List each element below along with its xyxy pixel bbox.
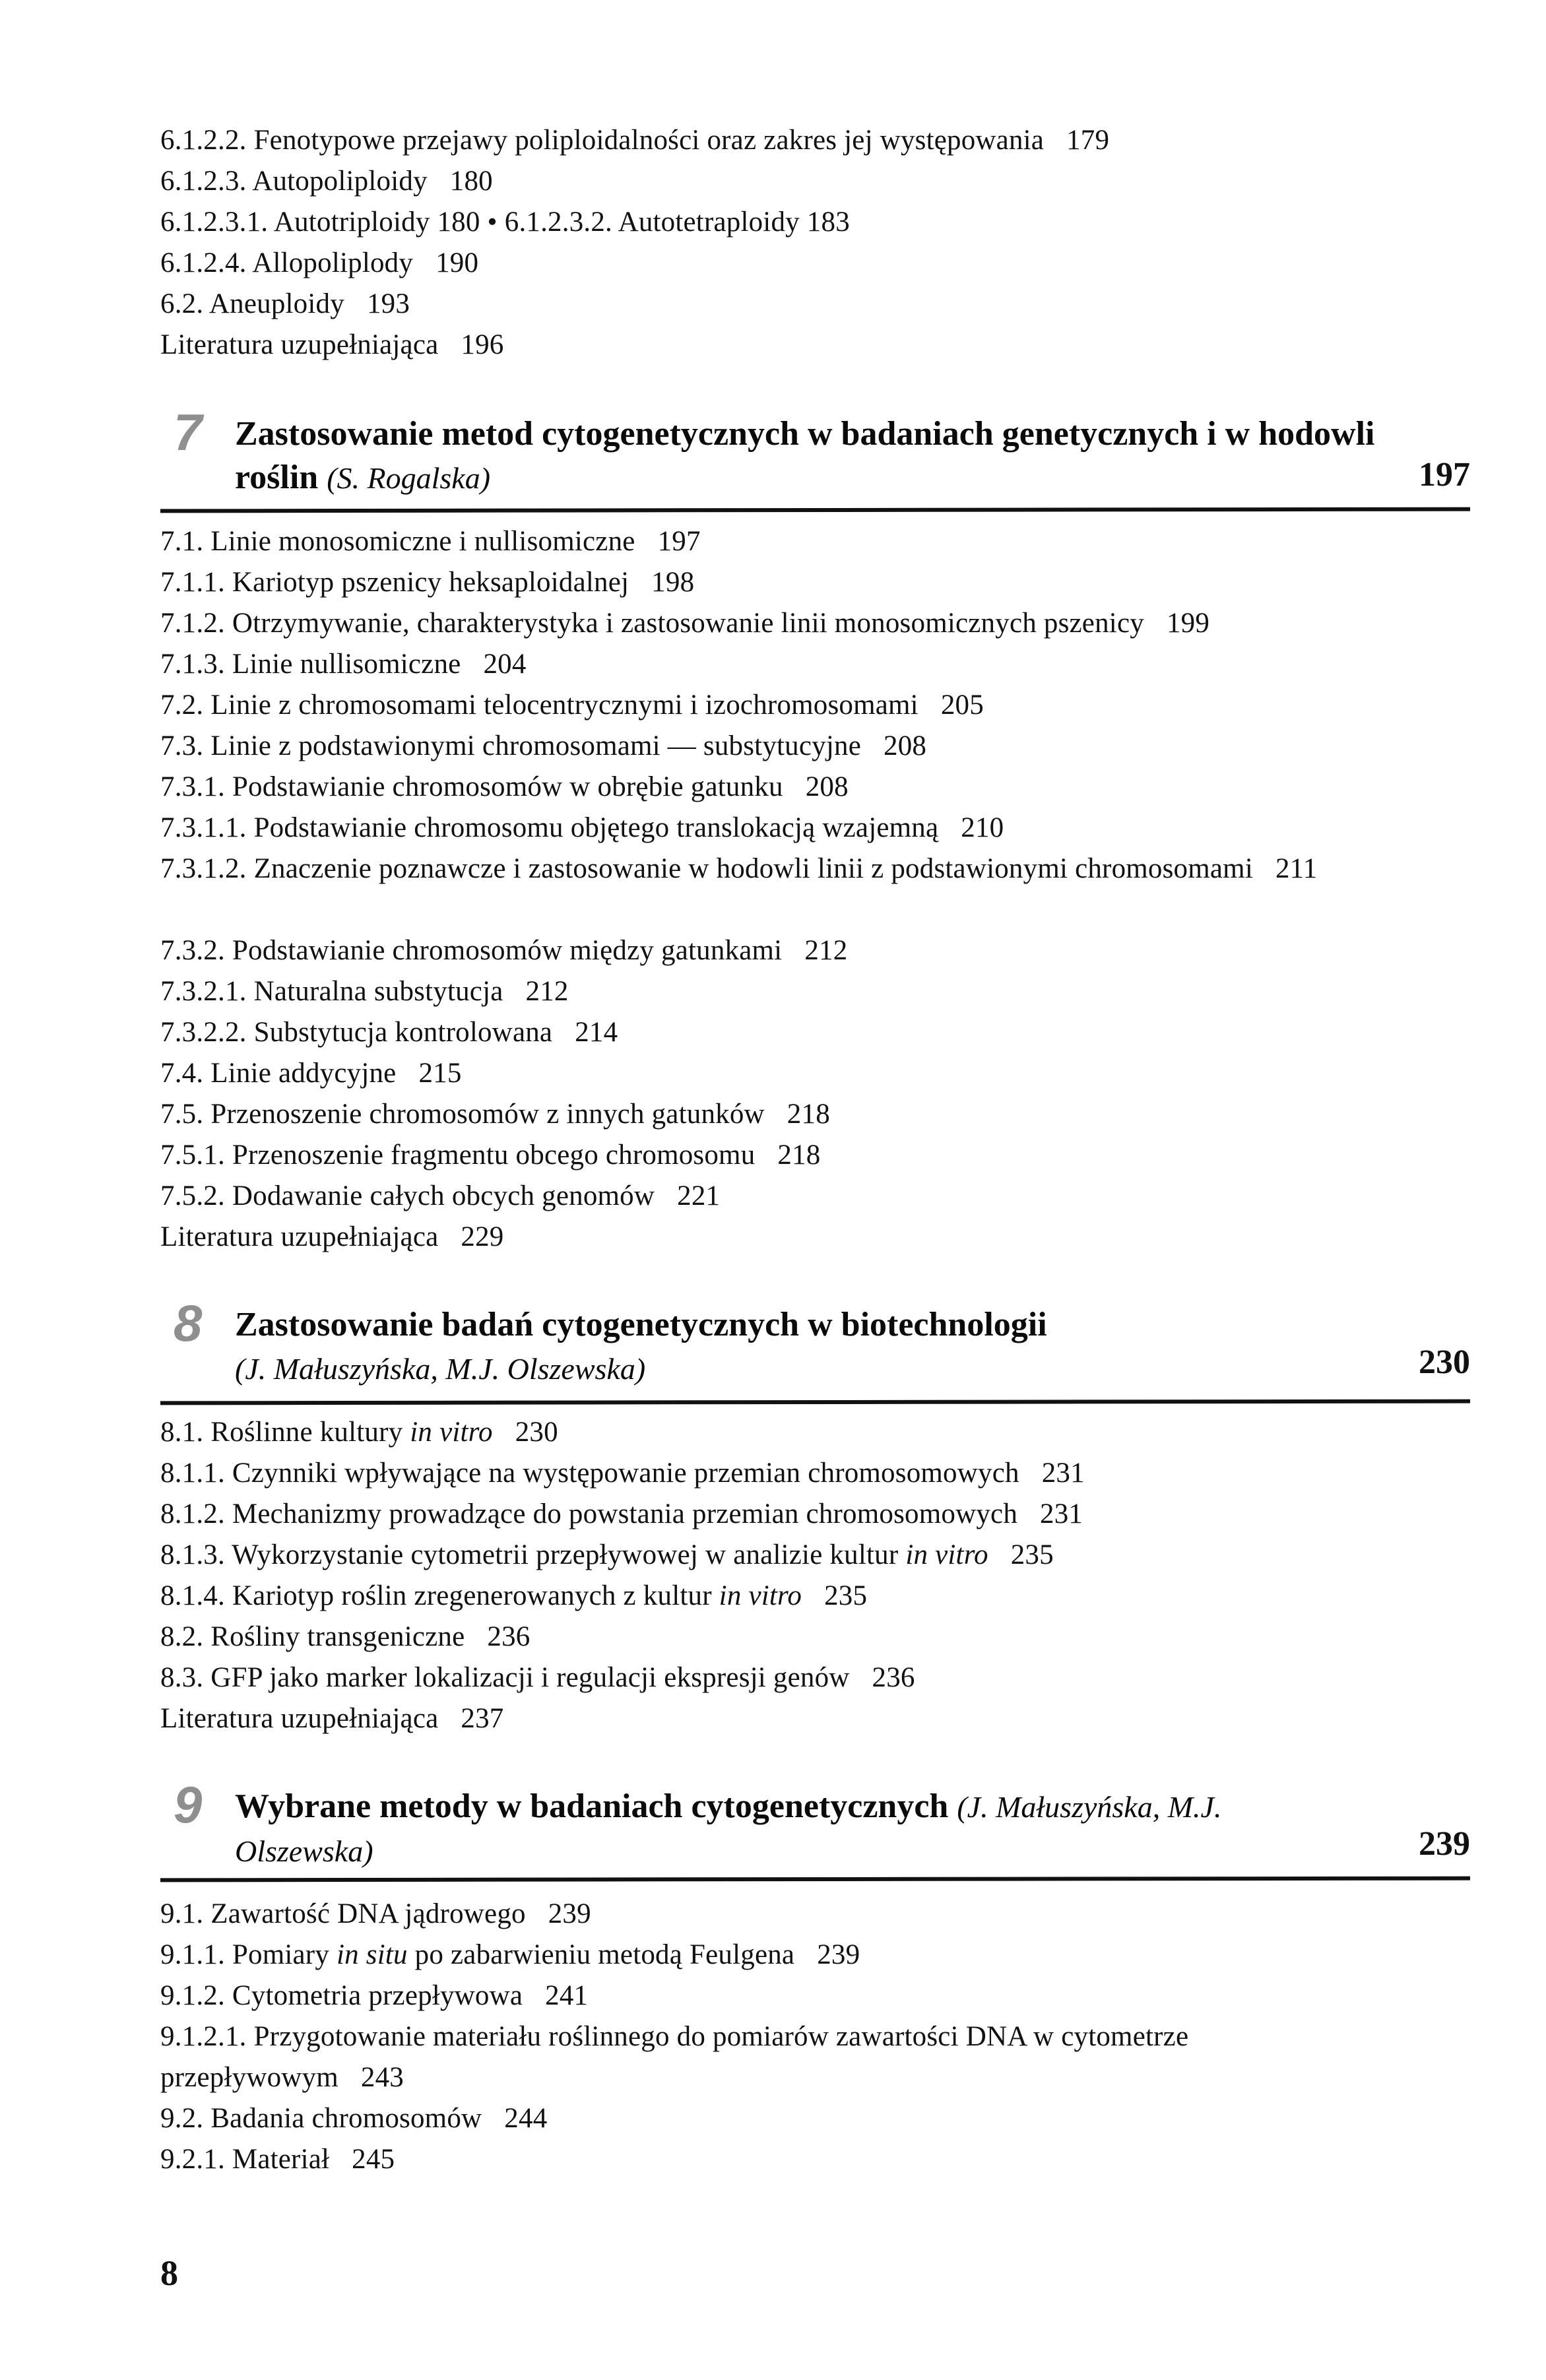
toc-entry[interactable]: [160, 1979, 588, 2013]
entry-title: Aneuploidy: [209, 288, 344, 319]
entry-page: 239: [817, 1939, 860, 1970]
entry-page: 241: [545, 1980, 589, 2011]
toc-page: [160, 0, 1470, 2380]
entry-title: Substytucja kontrolowana: [253, 1017, 553, 1048]
entry-title: Podstawianie chromosomów w obrębie gatunku: [232, 771, 783, 802]
chapter-number: 7: [174, 403, 203, 461]
entry-page: 180: [449, 166, 493, 197]
entry-title: Naturalna substytucja: [253, 976, 503, 1007]
entry-page: 179: [1066, 125, 1110, 156]
entry-title: Badania chromosomów: [210, 2103, 482, 2134]
chapter-page: 197: [1419, 456, 1470, 494]
entry-title: Dodawanie całych obcych genomów: [232, 1180, 655, 1211]
entry-title: Rośliny transgeniczne: [210, 1621, 465, 1652]
entry-title: Linie nullisomiczne: [232, 649, 461, 680]
entry-page: 204: [483, 649, 527, 680]
entry-page: 235: [1010, 1539, 1054, 1570]
entry-number: 7.2.: [160, 690, 204, 721]
entry-page: 237: [461, 1703, 504, 1734]
toc-entry[interactable]: [160, 565, 694, 600]
toc-entry[interactable]: [160, 1015, 618, 1050]
entry-title: Autopoliploidy: [252, 166, 428, 197]
entry-number: 9.2.1.: [160, 2144, 225, 2175]
entry-title: Allopoliplody: [252, 247, 414, 278]
chapter-number: 9: [174, 1776, 203, 1834]
toc-entry-literature[interactable]: [160, 328, 504, 362]
toc-entry[interactable]: [160, 287, 410, 321]
entry-title: Linie monosomiczne i nullisomiczne: [210, 526, 635, 557]
entry-page: 193: [366, 288, 410, 319]
toc-entry[interactable]: [160, 1179, 720, 1213]
entry-number: 7.3.2.2.: [160, 1017, 247, 1048]
entry-title: Mechanizmy prowadzące do powstania przemian chromosomowych: [232, 1498, 1018, 1529]
entry-number: 8.1.4.: [160, 1580, 225, 1611]
toc-entry[interactable]: [160, 1138, 821, 1173]
entry-title: Zawartość DNA jądrowego: [210, 1898, 526, 1929]
entry-title: po zabarwieniu metodą Feulgena: [414, 1939, 795, 1970]
toc-entry[interactable]: [160, 770, 849, 804]
entry-page: 196: [461, 329, 504, 360]
chapter-number: 8: [174, 1294, 203, 1352]
toc-entry-combined[interactable]: [160, 205, 850, 240]
entry-title: Fenotypowe przejawy poliploidalności oraz zakres jej występowania: [253, 125, 1045, 156]
entry-title: Przenoszenie chromosomów z innych gatunków: [210, 1099, 765, 1130]
toc-entry[interactable]: [160, 647, 527, 682]
entry-page: 231: [1041, 1458, 1085, 1489]
toc-entry[interactable]: [160, 729, 926, 763]
chapter-heading[interactable]: [235, 1303, 1291, 1391]
toc-entry[interactable]: [160, 1497, 1083, 1531]
chapter-page: 239: [1419, 1825, 1470, 1863]
chapter-title: Zastosowanie metod cytogenetycznych w badaniach genetycznych i w hodowli roślin: [235, 415, 1375, 496]
entry-page: 197: [657, 526, 701, 557]
toc-entry[interactable]: [160, 1897, 591, 1931]
entry-number: 9.1.1.: [160, 1939, 225, 1970]
entry-page: 236: [487, 1621, 531, 1652]
toc-entry[interactable]: [160, 1056, 462, 1091]
entry-title: Linie addycyjne: [210, 1058, 397, 1089]
toc-entry[interactable]: [160, 1620, 531, 1654]
entry-page: 243: [360, 2062, 404, 2093]
entry-title: Roślinne kultury: [210, 1417, 403, 1448]
entry-title: Linie z podstawionymi chromosomami — substytucyjne: [210, 730, 861, 761]
toc-entry[interactable]: [160, 525, 701, 559]
toc-entry-literature[interactable]: [160, 1220, 504, 1254]
entry-page: 212: [525, 976, 569, 1007]
entry-number: 8.1.: [160, 1417, 204, 1448]
toc-entry-literature[interactable]: [160, 1702, 504, 1736]
toc-entry[interactable]: [160, 2102, 547, 2136]
entry-number: 7.1.1.: [160, 567, 225, 598]
chapter-author: (J. Małuszyńska, M.J. Olszewska): [235, 1352, 646, 1386]
entry-page: 218: [787, 1099, 830, 1130]
entry-page: 210: [961, 812, 1004, 843]
entry-title-italic: in vitro: [905, 1539, 988, 1570]
entry-title: Literatura uzupełniająca: [160, 1221, 439, 1252]
entry-title: Znaczenie poznawcze i zastosowanie w hodowli linii z podstawionymi chromosomami: [253, 853, 1253, 884]
toc-entry[interactable]: [160, 934, 847, 968]
entry-title: Wykorzystanie cytometrii przepływowej w analizie kultur: [232, 1539, 899, 1570]
chapter-rule: [160, 1399, 1470, 1405]
chapter-title: Zastosowanie badań cytogenetycznych w biotechnologii: [235, 1306, 1047, 1343]
toc-entry[interactable]: [160, 164, 493, 199]
entry-page: 208: [884, 730, 927, 761]
chapter-title: Wybrane metody w badaniach cytogenetycznych: [235, 1787, 949, 1825]
toc-entry[interactable]: [160, 1097, 830, 1132]
entry-page: 211: [1275, 853, 1318, 884]
entry-number: 7.5.1.: [160, 1140, 225, 1171]
entry-number: 7.3.: [160, 730, 204, 761]
entry-title: Cytometria przepływowa: [232, 1980, 523, 2011]
entry-number: 7.3.1.: [160, 771, 225, 802]
entry-number: 7.5.2.: [160, 1180, 225, 1211]
entry-title: Podstawianie chromosomu objętego translokacją wzajemną: [253, 812, 939, 843]
entry-number: 7.1.2.: [160, 608, 225, 639]
entry-number: 7.5.: [160, 1099, 204, 1130]
toc-entry[interactable]: [160, 606, 1209, 641]
entry-page: 205: [940, 690, 984, 721]
entry-title: Przenoszenie fragmentu obcego chromosomu: [232, 1140, 756, 1171]
entry-title: Literatura uzupełniająca: [160, 329, 439, 360]
entry-number: 7.3.1.1.: [160, 812, 247, 843]
entry-number: 9.1.2.: [160, 1980, 225, 2011]
toc-entry[interactable]: [160, 123, 1109, 158]
entry-title: Podstawianie chromosomów między gatunkami: [232, 935, 783, 966]
entry-page: 230: [515, 1417, 558, 1448]
chapter-author: (J. Małuszyńska, M.J. Olszewska): [235, 1790, 1222, 1868]
entry-number: 8.3.: [160, 1662, 204, 1693]
entry-number: 6.1.2.2.: [160, 125, 247, 156]
entry-page: 214: [575, 1017, 618, 1048]
entry-number: 7.4.: [160, 1058, 204, 1089]
entry-number: 8.1.3.: [160, 1539, 225, 1570]
entry-title-italic: in situ: [336, 1939, 408, 1970]
entry-number: 7.3.2.: [160, 935, 225, 966]
toc-entry[interactable]: [160, 1538, 1054, 1572]
entry-number: 7.1.: [160, 526, 204, 557]
entry-title: Materiał: [232, 2144, 330, 2175]
toc-entry[interactable]: [160, 2016, 1401, 2098]
entry-page: 198: [651, 567, 695, 598]
entry-number: 9.1.: [160, 1898, 204, 1929]
entry-page: 245: [352, 2144, 395, 2175]
entry-page: 231: [1040, 1498, 1083, 1529]
toc-entry[interactable]: [160, 975, 569, 1009]
chapter-author: (S. Rogalska): [327, 461, 491, 495]
toc-entry[interactable]: [160, 849, 1414, 889]
entry-title: Czynniki wpływające na występowanie przemian chromosomowych: [232, 1458, 1019, 1489]
entry-number: 9.2.: [160, 2103, 204, 2134]
chapter-heading[interactable]: [235, 1785, 1357, 1873]
entry-title: Przygotowanie materiału roślinnego do pomiarów zawartości DNA w cytometrze przepływowym: [160, 2021, 1189, 2093]
entry-title-italic: in vitro: [719, 1580, 802, 1611]
entry-title: Otrzymywanie, charakterystyka i zastosowanie linii monosomicznych pszenicy: [232, 608, 1144, 639]
chapter-rule: [160, 507, 1470, 513]
entry-page: 221: [677, 1180, 721, 1211]
entry-page: 212: [804, 935, 848, 966]
toc-entry[interactable]: [160, 1661, 915, 1695]
toc-entry[interactable]: [160, 1456, 1085, 1491]
entry-page: 235: [824, 1580, 868, 1611]
entry-page: 208: [805, 771, 849, 802]
toc-entry[interactable]: [160, 2142, 395, 2177]
entry-number: 8.2.: [160, 1621, 204, 1652]
chapter-heading[interactable]: [235, 412, 1409, 500]
entry-number: 7.1.3.: [160, 649, 225, 680]
chapter-page: 230: [1419, 1343, 1470, 1381]
entry-page: 190: [435, 247, 479, 278]
entry-page: 236: [872, 1662, 915, 1693]
entry-number: 7.3.2.1.: [160, 976, 247, 1007]
toc-entry[interactable]: [160, 246, 478, 280]
entry-title: GFP jako marker lokalizacji i regulacji ekspresji genów: [210, 1662, 850, 1693]
entry-title-italic: in vitro: [410, 1417, 493, 1448]
entry-title-pre: Pomiary: [232, 1939, 330, 1970]
entry-title: Kariotyp pszenicy heksaploidalnej: [232, 567, 629, 598]
entry-number: 6.2.: [160, 288, 204, 319]
entry-number: 9.1.2.1.: [160, 2021, 247, 2052]
entry-page: 229: [461, 1221, 504, 1252]
entry-title: Literatura uzupełniająca: [160, 1703, 439, 1734]
entry-title: Linie z chromosomami telocentrycznymi i izochromosomami: [210, 690, 918, 721]
entry-page: 215: [418, 1058, 462, 1089]
entry-number: 6.1.2.3.: [160, 166, 247, 197]
toc-entry[interactable]: [160, 1415, 558, 1450]
toc-entry[interactable]: [160, 688, 984, 723]
entry-page: 244: [504, 2103, 548, 2134]
toc-entry[interactable]: [160, 1579, 867, 1613]
entry-number: 6.1.2.4.: [160, 247, 247, 278]
toc-entry[interactable]: [160, 811, 1004, 845]
toc-entry[interactable]: [160, 1938, 860, 1972]
entry-page: 239: [548, 1898, 591, 1929]
entry-number: 8.1.2.: [160, 1498, 225, 1529]
entry-page: 199: [1166, 608, 1210, 639]
entry-number: 8.1.1.: [160, 1458, 225, 1489]
entry-number: 7.3.1.2.: [160, 853, 247, 884]
entry-title: Kariotyp roślin zregenerowanych z kultur: [232, 1580, 712, 1611]
chapter-rule: [160, 1877, 1470, 1882]
entry-page: 218: [777, 1140, 821, 1171]
page-number: 8: [160, 2253, 178, 2293]
entry-text: 6.1.2.3.1. Autotriploidy 180 • 6.1.2.3.2. Autotetraploidy 183: [160, 207, 850, 238]
